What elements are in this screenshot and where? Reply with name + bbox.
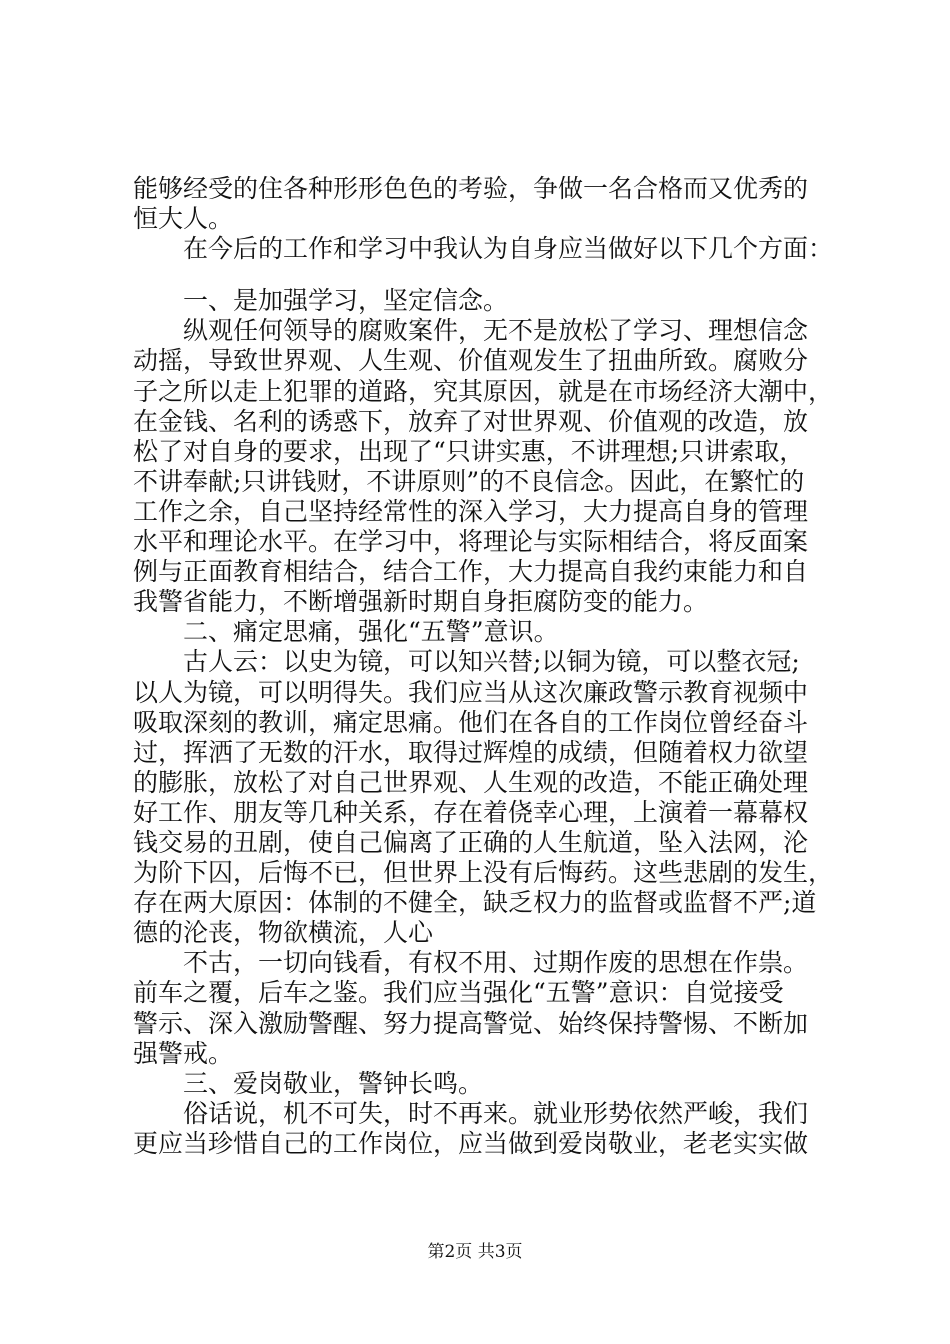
text-line: 的膨胀，放松了对自己世界观、人生观的改造，不能正确处理 [133, 767, 809, 797]
text-line: 吸取深刻的教训，痛定思痛。他们在各自的工作岗位曾经奋斗 [133, 707, 809, 737]
page-number: 第2页 共3页 [427, 1242, 523, 1262]
body-text [133, 174, 833, 1159]
text-line: 警示、深入激励警醒、努力提高警觉、始终保持警惕、不断加 [133, 1008, 809, 1038]
text-line: 为阶下囚，后悔不已，但世界上没有后悔药。这些悲剧的发生， [133, 858, 833, 888]
text-line: 纵观任何领导的腐败案件，无不是放松了学习、理想信念 [183, 316, 809, 346]
text-line: 在金钱、名利的诱惑下，放弃了对世界观、价值观的改造，放 [133, 406, 809, 436]
text-line: 工作之余，自己坚持经常性的深入学习，大力提高自身的管理 [133, 496, 809, 526]
text-line: 以人为镜，可以明得失。我们应当从这次廉政警示教育视频中 [133, 677, 809, 707]
section-heading-2: 二、痛定思痛，强化“五警”意识。 [183, 617, 559, 647]
text-line: 古人云：以史为镜，可以知兴替;以铜为镜，可以整衣冠; [183, 647, 800, 677]
text-line: 恒大人。 [133, 204, 234, 234]
section-heading-3: 三、爱岗敬业，警钟长鸣。 [183, 1068, 484, 1098]
text-line: 前车之覆，后车之鉴。我们应当强化“五警”意识：自觉接受 [133, 978, 784, 1008]
text-line: 钱交易的丑剧，使自己偏离了正确的人生航道，坠入法网，沦 [133, 827, 809, 857]
text-line: 在今后的工作和学习中我认为自身应当做好以下几个方面： [183, 234, 833, 264]
text-line: 水平和理论水平。在学习中，将理论与实际相结合，将反面案 [133, 527, 809, 557]
text-line: 德的沦丧，物欲横流，人心 [133, 918, 434, 948]
text-line: 例与正面教育相结合，结合工作，大力提高自我约束能力和自 [133, 557, 809, 587]
section-heading-1: 一、是加强学习，坚定信念。 [183, 286, 509, 316]
text-line: 更应当珍惜自己的工作岗位，应当做到爱岗敬业，老老实实做 [133, 1128, 809, 1158]
text-line: 松了对自身的要求，出现了“只讲实惠，不讲理想;只讲索取， [133, 436, 805, 466]
text-line: 我警省能力，不断增强新时期自身拒腐防变的能力。 [133, 587, 709, 617]
text-line: 存在两大原因：体制的不健全，缺乏权力的监督或监督不严;道 [133, 888, 817, 918]
text-line: 不古，一切向钱看，有权不用、过期作废的思想在作祟。 [183, 948, 809, 978]
text-line: 俗话说，机不可失，时不再来。就业形势依然严峻，我们 [183, 1098, 809, 1128]
text-line: 好工作、朋友等几种关系，存在着侥幸心理，上演着一幕幕权 [133, 797, 809, 827]
text-line: 子之所以走上犯罪的道路，究其原因，就是在市场经济大潮中， [133, 376, 833, 406]
text-line: 动摇，导致世界观、人生观、价值观发生了扭曲所致。腐败分 [133, 346, 809, 376]
text-line: 强警戒。 [133, 1038, 234, 1068]
text-line: 能够经受的住各种形形色色的考验，争做一名合格而又优秀的 [133, 174, 809, 203]
text-line: 过，挥洒了无数的汗水，取得过辉煌的成绩，但随着权力欲望 [133, 737, 809, 767]
text-line: 不讲奉献;只讲钱财，不讲原则”的不良信念。因此，在繁忙的 [133, 466, 805, 496]
